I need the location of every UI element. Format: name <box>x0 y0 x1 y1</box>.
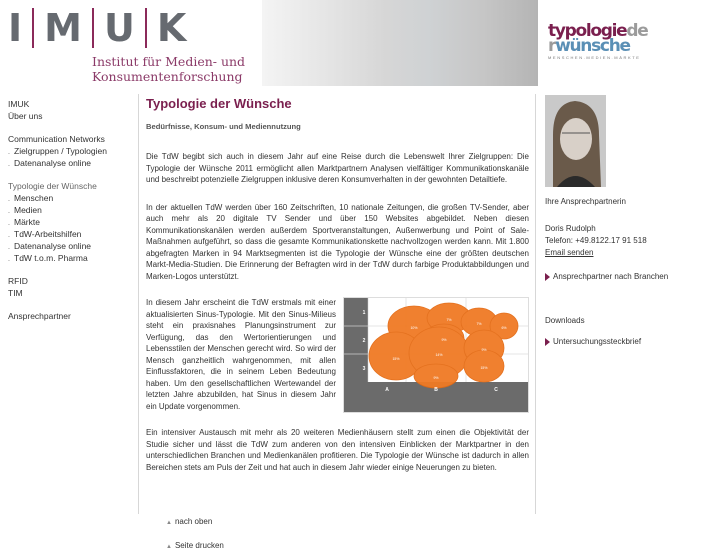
nav-zielgruppen-typologien[interactable]: . Zielgruppen / Typologien <box>8 145 133 157</box>
nav-tdw-tom-pharma[interactable]: . TdW t.o.m. Pharma <box>8 252 133 264</box>
nav-imuk[interactable]: IMUK <box>8 99 30 109</box>
svg-text:15%: 15% <box>480 366 488 370</box>
nav-communication-networks[interactable]: Communication Networks <box>8 134 105 144</box>
right-column <box>545 95 725 348</box>
portrait-image <box>545 95 606 187</box>
print-page-link[interactable]: ▲ Seite drucken <box>166 541 224 550</box>
svg-text:1: 1 <box>362 310 366 316</box>
imuk-logo[interactable] <box>8 8 196 48</box>
svg-text:9%: 9% <box>441 338 447 342</box>
bullet-icon: . <box>8 208 10 215</box>
paragraph-media: In der aktuellen TdW werden über 160 Zeitschriften, 10 nationale Zeitungen, die großen TV-Sender, aber auch mehr als 20 digitale TV Sender und über 150 Websites abgebildet. Neben diesen Kommunikationskanälen werden außerdem Sportveranstaltungen, Außenwerbung und Point of Sale-Maßnahmen aufgeführt, so dass die gesamte Kommunikationskette nachvollzogen werden kann. Mit 1.800 abgefragten Marken in 94 Marktsegmenten ist die Typologie der Wünsche eine der größten deutschen Markt-Media-Studien. Die Erinnerung der Befragten wird in der TdW durch farbige Produktabbildungen und Marken-Logos unterstützt. <box>146 202 529 281</box>
nav-tim[interactable]: TIM <box>8 288 23 298</box>
contact-label: Ihre Ansprechpartnerin <box>545 197 626 206</box>
tdw-logo-line1: typologie <box>548 21 627 41</box>
logo-letter-m: M <box>44 6 82 50</box>
contact-name: Doris Rudolph <box>545 224 596 233</box>
bullet-icon: . <box>8 161 10 168</box>
left-navigation <box>8 98 133 322</box>
contact-phone: Telefon: +49.8122.17 91 518 <box>545 236 647 245</box>
header-gradient-banner <box>262 0 538 86</box>
svg-text:9%: 9% <box>481 348 487 352</box>
svg-text:3: 3 <box>362 366 366 372</box>
email-send-link[interactable]: Email senden <box>545 248 594 257</box>
nav-menschen[interactable]: . Menschen <box>8 192 133 204</box>
svg-text:6%: 6% <box>501 326 507 330</box>
paragraph-sinus: In diesem Jahr erscheint die TdW erstmals mit einer aktualisierten Sinus-Typologie. Mit den Sinus-Milieus steht ein praxisnahes Planungsinstrument zur Verfügung, das den Wertorientierungen und Lebensstilen der Menschen gerecht wird. So wird der Mensch ganzheitlich wahrgenommen, mit allen Einflussfaktoren, die in seinem Leben Bedeutung haben. Um den gesellschaftlichen Wertewandel der letzten Jahre abzubilden, hat Sinus in diesem Jahr ein Update vorgenommen. <box>146 298 336 411</box>
logo-subtitle <box>92 54 245 84</box>
nav-medien[interactable]: . Medien <box>8 204 133 216</box>
bullet-icon: . <box>8 149 10 156</box>
tdw-logo-line1-fade: de <box>626 21 648 41</box>
logo-subtitle-line1: Institut für Medien- und <box>92 54 246 69</box>
nav-ueber-uns[interactable]: Über uns <box>8 111 43 121</box>
svg-text:7%: 7% <box>476 322 482 326</box>
sinus-milieus-chart-image[interactable] <box>343 297 529 413</box>
logo-letter-u: U <box>103 6 135 50</box>
tdw-logo-line2: wünsche <box>555 36 630 56</box>
logo-subtitle-line2: Konsumentenforschung <box>92 69 243 84</box>
branch-contacts-link[interactable]: Ansprechpartner nach Branchen <box>545 271 725 283</box>
bullet-icon: . <box>8 244 10 251</box>
nav-rfid[interactable]: RFID <box>8 276 28 286</box>
back-to-top-link[interactable]: ▲ nach oben <box>166 517 213 526</box>
footer-links <box>166 516 224 552</box>
triangle-up-icon: ▲ <box>166 544 172 550</box>
svg-text:14%: 14% <box>435 353 443 357</box>
downloads-heading: Downloads <box>545 316 585 325</box>
page-subtitle: Bedürfnisse, Konsum- und Mediennutzung <box>146 122 301 131</box>
main-content <box>138 94 536 514</box>
nav-typologie-der-wuensche[interactable]: Typologie der Wünsche <box>8 181 97 191</box>
contact-photo <box>545 95 606 187</box>
tdw-logo-line2-fade: r <box>548 36 556 56</box>
nav-datenanalyse-online-cn[interactable]: . Datenanalyse online <box>8 157 133 169</box>
bullet-icon: . <box>8 232 10 239</box>
header <box>0 0 727 86</box>
contact-info <box>545 223 725 259</box>
triangle-up-icon: ▲ <box>166 520 172 526</box>
tdw-logo[interactable] <box>548 21 648 60</box>
svg-text:A: A <box>385 387 389 393</box>
svg-text:B: B <box>434 387 438 393</box>
svg-text:2: 2 <box>362 338 366 344</box>
paragraph-austausch: Ein intensiver Austausch mit mehr als 20 weiteren Medienhäusern stellt zum einen die Objektivität der Studie sicher und lässt die TdW zum anderen von den intensiven Einblicken der Marktpartner in den unterschiedlichen Branchen und Medienkanälen profitieren. Die Typologie der Wünsche ist dadurch in allen Bereichen stets am Puls der Zeit und hat auch in diesem Jahr wieder einige Neuerungen zu bieten. <box>146 428 529 472</box>
svg-text:15%: 15% <box>392 357 400 361</box>
nav-maerkte[interactable]: . Märkte <box>8 216 133 228</box>
sinus-milieus-graphic <box>344 298 528 412</box>
page-title: Typologie der Wünsche <box>146 96 292 111</box>
arrow-right-icon <box>545 273 550 281</box>
bullet-icon: . <box>8 220 10 227</box>
nav-datenanalyse-online-tdw[interactable]: . Datenanalyse online <box>8 240 133 252</box>
svg-text:10%: 10% <box>410 326 418 330</box>
nav-ansprechpartner[interactable]: Ansprechpartner <box>8 311 71 321</box>
logo-letter-i: I <box>8 6 23 50</box>
logo-letter-k: K <box>156 6 187 50</box>
bullet-icon: . <box>8 256 10 263</box>
bullet-icon: . <box>8 196 10 203</box>
paragraph-intro: Die TdW begibt sich auch in diesem Jahr auf eine Reise durch die Lebenswelt Ihrer Zielgruppen: Die Typologie der Wünsche 2011 ermöglicht allen Marktpartnern Analysen vielfältiger Kommunikationskanäle und beschreibt potenzielle Zielgruppen inklusive deren Konsumverhalten in der gewohnten Detailtiefe. <box>146 152 529 184</box>
svg-text:C: C <box>494 387 498 393</box>
svg-text:9%: 9% <box>433 376 439 380</box>
svg-text:7%: 7% <box>446 318 452 322</box>
nav-tdw-arbeitshilfen[interactable]: . TdW-Arbeitshilfen <box>8 228 133 240</box>
tdw-logo-tagline: MENSCHEN.MEDIEN.MÄRKTE <box>548 55 641 60</box>
study-profile-download-link[interactable]: Untersuchungssteckbrief <box>545 336 725 348</box>
arrow-right-icon <box>545 338 550 346</box>
